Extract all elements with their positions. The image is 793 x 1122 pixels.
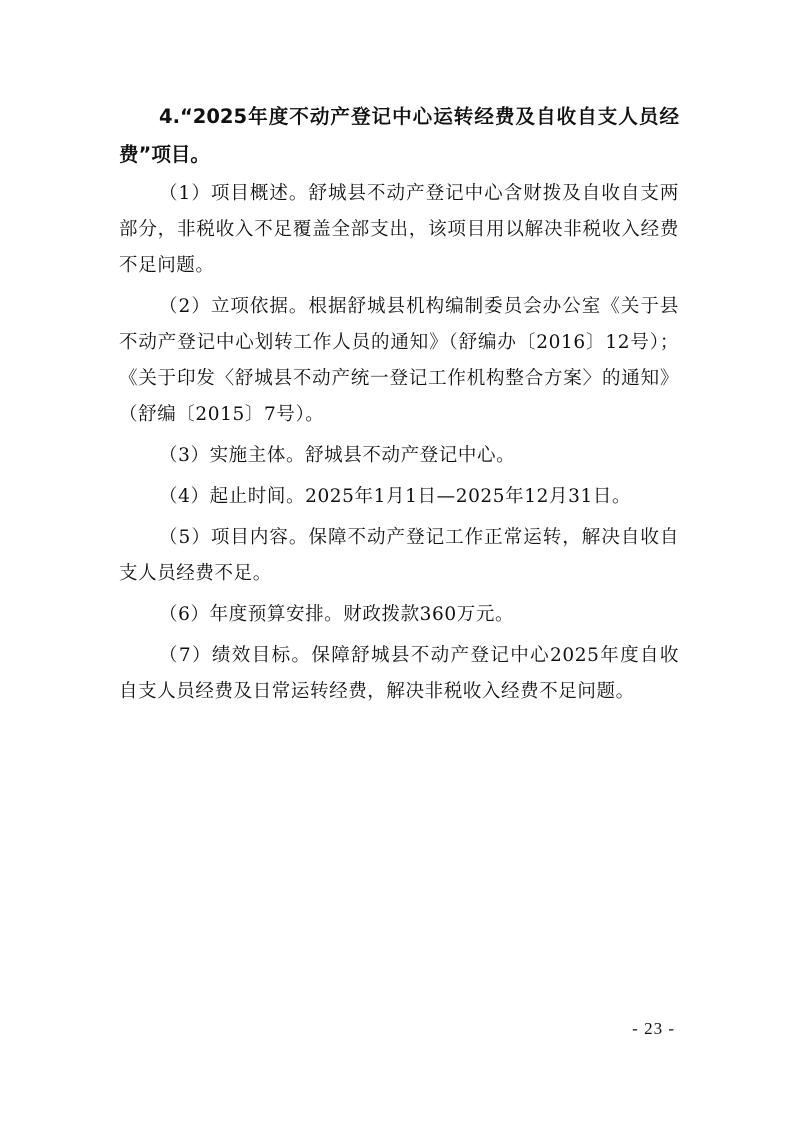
- paragraph-overview: （1）项目概述。舒城县不动产登记中心含财拨及自收自支两部分，非税收入不足覆盖全部支出，该项目用以解决非税收入经费不足问题。: [119, 183, 679, 276]
- page-number: - 23 -: [632, 1019, 675, 1038]
- paragraph-implementer: （3）实施主体。舒城县不动产登记中心。: [159, 445, 516, 466]
- section-heading: 4.“2025年度不动产登记中心运转经费及自收自支人员经费”项目。: [119, 105, 679, 166]
- document-body: [119, 98, 679, 715]
- paragraph-budget: （6）年度预算安排。财政拨款360万元。: [159, 604, 515, 625]
- paragraph-basis: （2）立项依据。根据舒城县机构编制委员会办公室《关于县不动产登记中心划转工作人员的通知》（舒编办〔2016〕12号）；《关于印发〈舒城县不动产统一登记工作机构整合方案〉的通知》（舒编〔2015〕7号）。: [119, 296, 679, 425]
- paragraph-goals: （7）绩效目标。保障舒城县不动产登记中心2025年度自收自支人员经费及日常运转经费，解决非税收入经费不足问题。: [119, 645, 679, 702]
- paragraph-content: （5）项目内容。保障不动产登记工作正常运转，解决自收自支人员经费不足。: [119, 527, 679, 584]
- paragraph-period: （4）起止时间。2025年1月1日—2025年12月31日。: [159, 486, 632, 507]
